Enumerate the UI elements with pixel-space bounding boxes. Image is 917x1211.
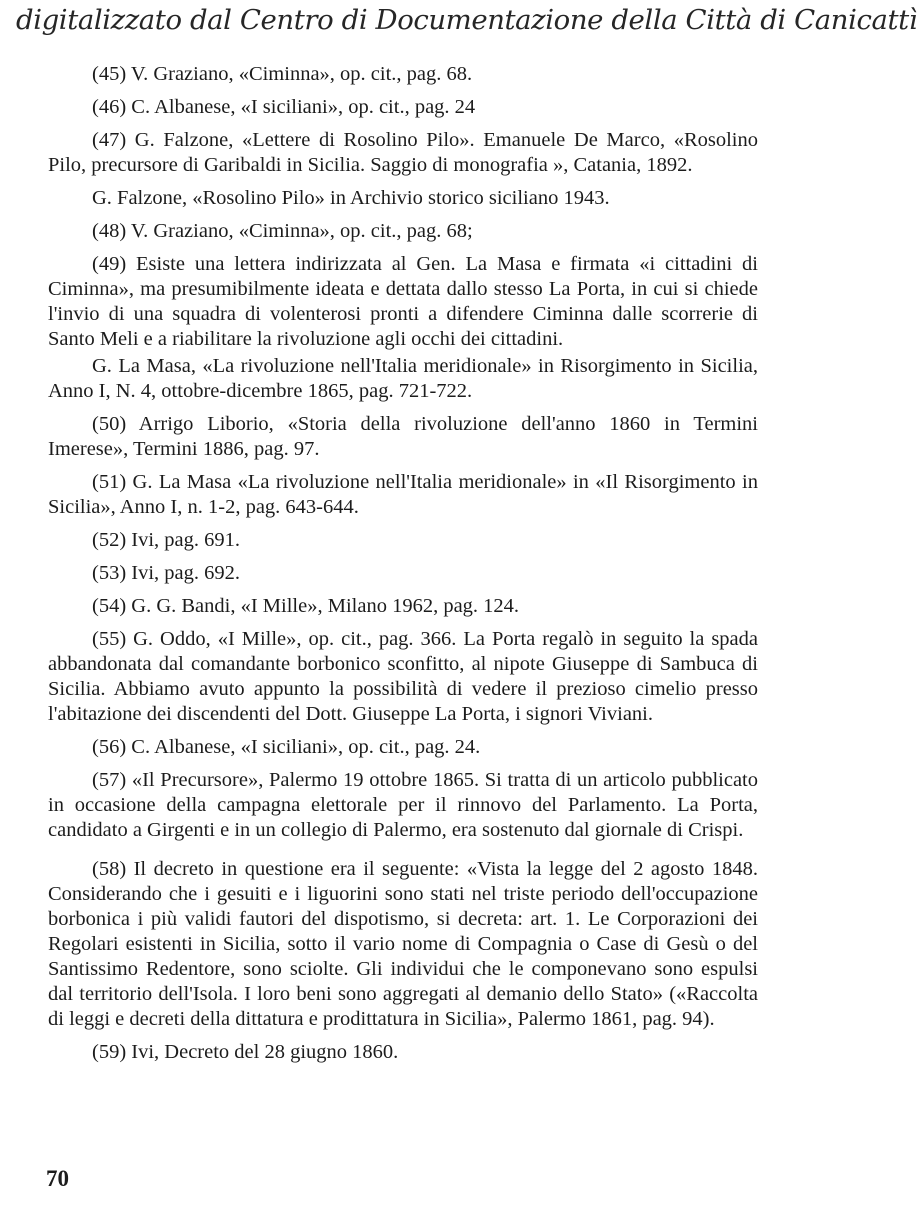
footnote-48: (48) V. Graziano, «Ciminna», op. cit., pag. 68;: [92, 220, 473, 242]
footnote-45: (45) V. Graziano, «Ciminna», op. cit., pag. 68.: [92, 63, 473, 85]
page-number: 70: [46, 1166, 69, 1191]
footnote-50: (50) Arrigo Liborio, «Storia della rivoluzione dell'anno 1860 in Termini Imerese», Termini 1886, pag. 97.: [48, 413, 758, 460]
footnote-49: (49) Esiste una lettera indirizzata al Gen. La Masa e firmata «i cittadini di Ciminna», ma presumibilmente ideata e dettata dallo stesso La Porta, in cui si chiede l'invio di una squadra di volenterosi pronti a difendere Ciminna dalle scorrerie di Santo Meli e a riabilitare la rivoluzione agli occhi dei cittadini.: [48, 253, 758, 350]
footnote-56: (56) C. Albanese, «I siciliani», op. cit., pag. 24.: [92, 736, 481, 758]
footnote-54: (54) G. G. Bandi, «I Mille», Milano 1962, pag. 124.: [92, 595, 520, 617]
footnote-47-continuation: G. Falzone, «Rosolino Pilo» in Archivio storico siciliano 1943.: [92, 187, 610, 209]
footnote-58: (58) Il decreto in questione era il seguente: «Vista la legge del 2 agosto 1848. Considerando che i gesuiti e i liguorini sono stati nel triste periodo dell'occupazione borbonica i più validi fautori del dispotismo, si decreta: art. 1. Le Corporazioni dei Regolari esistenti in Sicilia, sotto il vario nome di Compagnia o Case di Gesù o del Santissimo Redentore, sono sciolte. Gli individui che le componevano sono espulsi dal territorio dell'Isola. I loro beni sono aggregati al demanio dello Stato» («Raccolta di leggi e decreti della dittatura e prodittatura in Sicilia», Palermo 1861, pag. 94).: [48, 858, 758, 1030]
footnotes-section: [48, 62, 758, 1073]
footnote-59: (59) Ivi, Decreto del 28 giugno 1860.: [92, 1041, 399, 1063]
footnote-47: (47) G. Falzone, «Lettere di Rosolino Pilo». Emanuele De Marco, «Rosolino Pilo, precursore di Garibaldi in Sicilia. Saggio di monografia », Catania, 1892.: [48, 129, 758, 176]
footnote-49-continuation: G. La Masa, «La rivoluzione nell'Italia meridionale» in Risorgimento in Sicilia, Anno I, N. 4, ottobre-dicembre 1865, pag. 721-722.: [48, 355, 758, 402]
digitization-watermark: digitalizzato dal Centro di Documentazione della Città di Canicattì: [16, 4, 917, 36]
footnote-46: (46) C. Albanese, «I siciliani», op. cit., pag. 24: [92, 96, 476, 118]
footnote-52: (52) Ivi, pag. 691.: [92, 529, 241, 551]
footnote-51: (51) G. La Masa «La rivoluzione nell'Italia meridionale» in «Il Risorgimento in Sicilia», Anno I, n. 1-2, pag. 643-644.: [48, 471, 758, 518]
footnote-53: (53) Ivi, pag. 692.: [92, 562, 241, 584]
footnote-55: (55) G. Oddo, «I Mille», op. cit., pag. 366. La Porta regalò in seguito la spada abbandonata dal comandante borbonico sconfitto, al nipote Giuseppe di Sambuca di Sicilia. Abbiamo avuto appunto la possibilità di vedere il prezioso cimelio presso l'abitazione dei discendenti del Dott. Giuseppe La Porta, i signori Viviani.: [48, 628, 758, 725]
footnote-57: (57) «Il Precursore», Palermo 19 ottobre 1865. Si tratta di un articolo pubblicato in occasione della campagna elettorale per il rinnovo del Parlamento. La Porta, candidato a Girgenti e in un collegio di Palermo, era sostenuto dal giornale di Crispi.: [48, 769, 758, 841]
